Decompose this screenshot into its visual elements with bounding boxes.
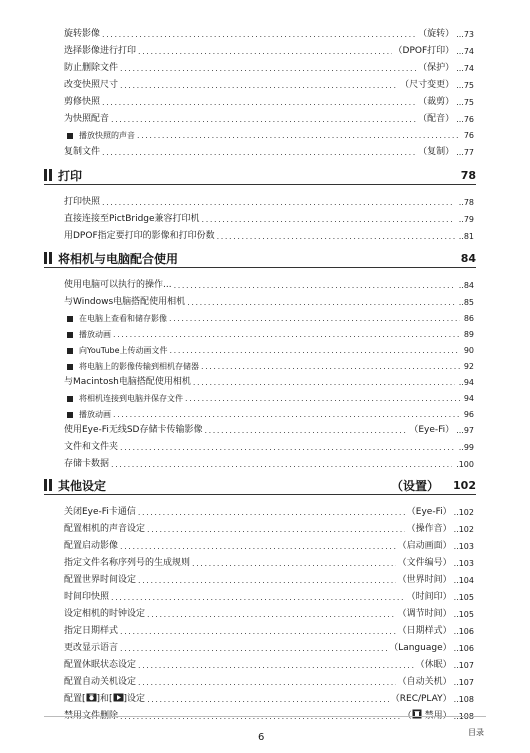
entry-ref: （文件编号） [397, 558, 452, 568]
leader-dots [169, 313, 460, 324]
entry-ref: （裁剪） [418, 97, 455, 107]
toc-subentry[interactable] [64, 390, 474, 404]
entry-page: ..85 [458, 298, 474, 307]
section-ref: （设置） [391, 478, 440, 493]
toc-subentry[interactable] [64, 127, 474, 141]
entry-title: 更改显示语言 [64, 643, 119, 653]
entry-page: ..108 [453, 695, 474, 704]
bullet-icon [67, 348, 73, 354]
section-page: 102 [453, 478, 476, 492]
section-page: 78 [460, 168, 476, 182]
entry-page: 89 [463, 330, 474, 339]
entry-ref: （Eye-Fi） [406, 507, 452, 517]
leader-dots [111, 459, 452, 470]
entry-title: 播放动画 [79, 410, 111, 419]
entry-title: 剪修快照 [64, 97, 101, 107]
toc-entry[interactable] [64, 144, 474, 158]
toc-entry[interactable] [64, 674, 474, 688]
leader-dots [192, 558, 396, 569]
entry-title: 使用Eye-Fi无线SD存储卡传输影像 [64, 425, 203, 435]
entry-ref: （自动关机） [397, 677, 452, 687]
leader-dots [120, 626, 396, 637]
entry-page: ..102 [453, 525, 474, 534]
leader-dots [120, 80, 398, 91]
entry-ref: （操作音） [406, 524, 452, 534]
leader-dots [102, 197, 455, 208]
entry-page: ..103 [453, 542, 474, 551]
toc-entry[interactable] [64, 111, 474, 125]
leader-dots [170, 345, 460, 356]
entry-title: 存储卡数据 [64, 459, 110, 469]
leader-dots [102, 29, 416, 40]
toc-entry[interactable] [64, 708, 474, 722]
toc-entry[interactable] [64, 657, 474, 671]
leader-dots [113, 329, 460, 340]
entry-title: 时间印快照 [64, 592, 110, 602]
entry-page: ...74 [456, 64, 474, 73]
entry-page: ..104 [453, 576, 474, 585]
leader-dots [138, 660, 414, 671]
entry-title: 配置启动影像 [64, 541, 119, 551]
entry-ref: （启动画面） [397, 541, 452, 551]
entry-ref: （Eye-Fi） [409, 425, 455, 435]
leader-dots [102, 147, 416, 158]
leader-dots [120, 643, 387, 654]
entry-title: 配置相机的声音设定 [64, 524, 146, 534]
entry-ref: （配音） [418, 114, 455, 124]
entry-title: 配置休眠状态设定 [64, 660, 137, 670]
toc-entry[interactable] [64, 422, 474, 436]
entry-page: ...97 [456, 426, 474, 435]
entry-title: 直接连接至PictBridge兼容打印机 [64, 214, 200, 224]
entry-title: 配置[ ]和[ ]设定 [64, 694, 146, 704]
toc-entry[interactable] [64, 623, 474, 637]
entry-ref: （时间印） [406, 592, 452, 602]
entry-title: 关闭Eye-Fi卡通信 [64, 507, 136, 517]
leader-dots [193, 377, 455, 388]
leader-dots [111, 592, 405, 603]
entry-page: ..79 [458, 215, 474, 224]
entry-page: 90 [463, 346, 474, 355]
entry-ref: （调节时间） [397, 609, 452, 619]
leader-dots [111, 114, 416, 125]
leader-dots [202, 214, 455, 225]
entry-page: ..106 [453, 644, 474, 653]
entry-page: ..107 [453, 661, 474, 670]
entry-title: 指定文件名称序列号的生成规则 [64, 558, 191, 568]
toc-subentry[interactable] [64, 310, 474, 324]
leader-dots [138, 507, 405, 518]
toc-entry[interactable] [64, 43, 474, 57]
entry-ref: （尺寸变更） [400, 80, 455, 90]
entry-title: 设定相机的时钟设定 [64, 609, 146, 619]
toc-entry[interactable] [64, 294, 474, 308]
leader-dots [120, 442, 455, 453]
leader-dots [147, 524, 405, 535]
entry-page: 86 [463, 314, 474, 323]
bullet-icon [67, 364, 73, 370]
bullet-icon [67, 396, 73, 402]
entry-title: 旋转影像 [64, 29, 101, 39]
toc-entry[interactable] [64, 211, 474, 225]
toc-entry[interactable] [64, 456, 474, 470]
toc-entry[interactable] [64, 640, 474, 654]
entry-page: ..106 [453, 627, 474, 636]
entry-page: ..94 [458, 378, 474, 387]
entry-title: 播放快照的声音 [79, 131, 135, 140]
bullet-icon [67, 316, 73, 322]
entry-title: 选择影像进行打印 [64, 46, 137, 56]
entry-title: 文件和文件夹 [64, 442, 119, 452]
toc-entry[interactable] [64, 439, 474, 453]
entry-page: ..105 [453, 593, 474, 602]
section-title: 其他设定 [58, 478, 107, 493]
entry-page: ..99 [458, 443, 474, 452]
entry-ref: （REC/PLAY） [390, 694, 452, 704]
bullet-icon [67, 332, 73, 338]
leader-dots [102, 97, 416, 108]
entry-title: 将电脑上的影像传输到相机存储器 [79, 362, 199, 371]
toc-entry[interactable] [64, 26, 474, 40]
entry-page: ...76 [456, 115, 474, 124]
leader-dots [120, 541, 396, 552]
section-bars-icon [44, 479, 52, 491]
toc-entry[interactable] [64, 194, 474, 208]
entry-page: ..105 [453, 610, 474, 619]
leader-dots [201, 361, 460, 372]
toc-entry[interactable] [64, 77, 474, 91]
section-header-computer[interactable] [44, 249, 476, 268]
entry-page: ...77 [456, 148, 474, 157]
toc-entry[interactable] [64, 691, 474, 705]
entry-title: 复制文件 [64, 147, 101, 157]
entry-title: 使用电脑可以执行的操作... [64, 280, 172, 290]
entry-title: 用DPOF指定要打印的影像和打印份数 [64, 231, 215, 241]
entry-page: ...75 [456, 81, 474, 90]
leader-dots [174, 280, 455, 291]
bullet-icon [67, 412, 73, 418]
entry-page: ...74 [456, 47, 474, 56]
entry-page: ..84 [458, 281, 474, 290]
leader-dots [217, 231, 455, 242]
toc-entry[interactable] [64, 94, 474, 108]
entry-title: 配置自动关机设定 [64, 677, 137, 687]
toc-entry[interactable] [64, 228, 474, 242]
entry-page: .100 [456, 460, 474, 469]
section-title: 打印 [58, 168, 83, 183]
entry-page: ..78 [458, 198, 474, 207]
leader-dots [138, 677, 396, 688]
entry-title: 为快照配音 [64, 114, 110, 124]
entry-page: 96 [463, 410, 474, 419]
entry-ref: （旋转） [418, 29, 455, 39]
toc-subentry[interactable] [64, 358, 474, 372]
entry-title: 改变快照尺寸 [64, 80, 119, 90]
entry-title: 打印快照 [64, 197, 101, 207]
toc-entry[interactable] [64, 572, 474, 586]
leader-dots [113, 409, 460, 420]
leader-dots [147, 609, 396, 620]
section-header-print[interactable] [44, 166, 476, 185]
play-icon [113, 693, 124, 702]
leader-dots [147, 694, 389, 705]
leader-dots [185, 393, 460, 404]
leader-dots [204, 425, 407, 436]
section-page: 84 [460, 251, 476, 265]
toc-entry[interactable] [64, 521, 474, 535]
toc-entry[interactable] [64, 374, 474, 388]
entry-ref: （保护） [418, 63, 455, 73]
entry-page: ...75 [456, 98, 474, 107]
section-bars-icon [44, 169, 52, 181]
entry-title: 向YouTube上传动画文件 [79, 346, 168, 355]
entry-page: ..108 [453, 712, 474, 721]
entry-ref: （日期样式） [397, 626, 452, 636]
footer-divider [44, 716, 486, 717]
toc-subentry[interactable] [64, 406, 474, 420]
toc-entry[interactable] [64, 277, 474, 291]
toc-entry[interactable] [64, 555, 474, 569]
entry-title: 在电脑上查看和储存影像 [79, 314, 167, 323]
entry-title: 与Macintosh电脑搭配使用相机 [64, 377, 191, 387]
entry-title: 配置世界时间设定 [64, 575, 137, 585]
entry-page: 76 [463, 131, 474, 140]
entry-ref: （休眠） [415, 660, 452, 670]
entry-page: ..107 [453, 678, 474, 687]
leader-dots [138, 46, 392, 57]
trash-icon [412, 709, 422, 719]
entry-ref: （ 禁用） [402, 711, 452, 721]
footer-label: 目录 [468, 728, 484, 737]
entry-title: 指定日期样式 [64, 626, 119, 636]
entry-title: 播放动画 [79, 330, 111, 339]
entry-page: ..81 [458, 232, 474, 241]
toc-entry[interactable] [64, 538, 474, 552]
bullet-icon [67, 133, 73, 139]
section-bars-icon [44, 252, 52, 264]
entry-ref: （DPOF打印） [393, 46, 455, 56]
leader-dots [187, 297, 455, 308]
entry-ref: （复制） [418, 147, 455, 157]
entry-title: 将相机连接到电脑并保存文件 [79, 394, 183, 403]
toc-subentry[interactable] [64, 342, 474, 356]
section-header-settings[interactable] [44, 476, 476, 495]
entry-title: 与Windows电脑搭配使用相机 [64, 297, 186, 307]
entry-page: ..102 [453, 508, 474, 517]
leader-dots [120, 63, 416, 74]
entry-ref: （Language） [389, 643, 452, 653]
entry-page: 94 [463, 394, 474, 403]
toc-entry[interactable] [64, 504, 474, 518]
entry-title: 禁用文件删除 [64, 711, 119, 721]
entry-page: 92 [463, 362, 474, 371]
toc-entry[interactable] [64, 60, 474, 74]
entry-title: 防止删除文件 [64, 63, 119, 73]
leader-dots [138, 575, 396, 586]
entry-page: ..103 [453, 559, 474, 568]
toc-entry[interactable] [64, 606, 474, 620]
toc-subentry[interactable] [64, 326, 474, 340]
camera-icon [86, 693, 97, 702]
leader-dots [137, 130, 460, 141]
section-title: 将相机与电脑配合使用 [58, 251, 179, 266]
toc-entry[interactable] [64, 589, 474, 603]
entry-page: ...73 [456, 30, 474, 39]
entry-ref: （世界时间） [397, 575, 452, 585]
footer-page-number: 6 [258, 732, 265, 743]
